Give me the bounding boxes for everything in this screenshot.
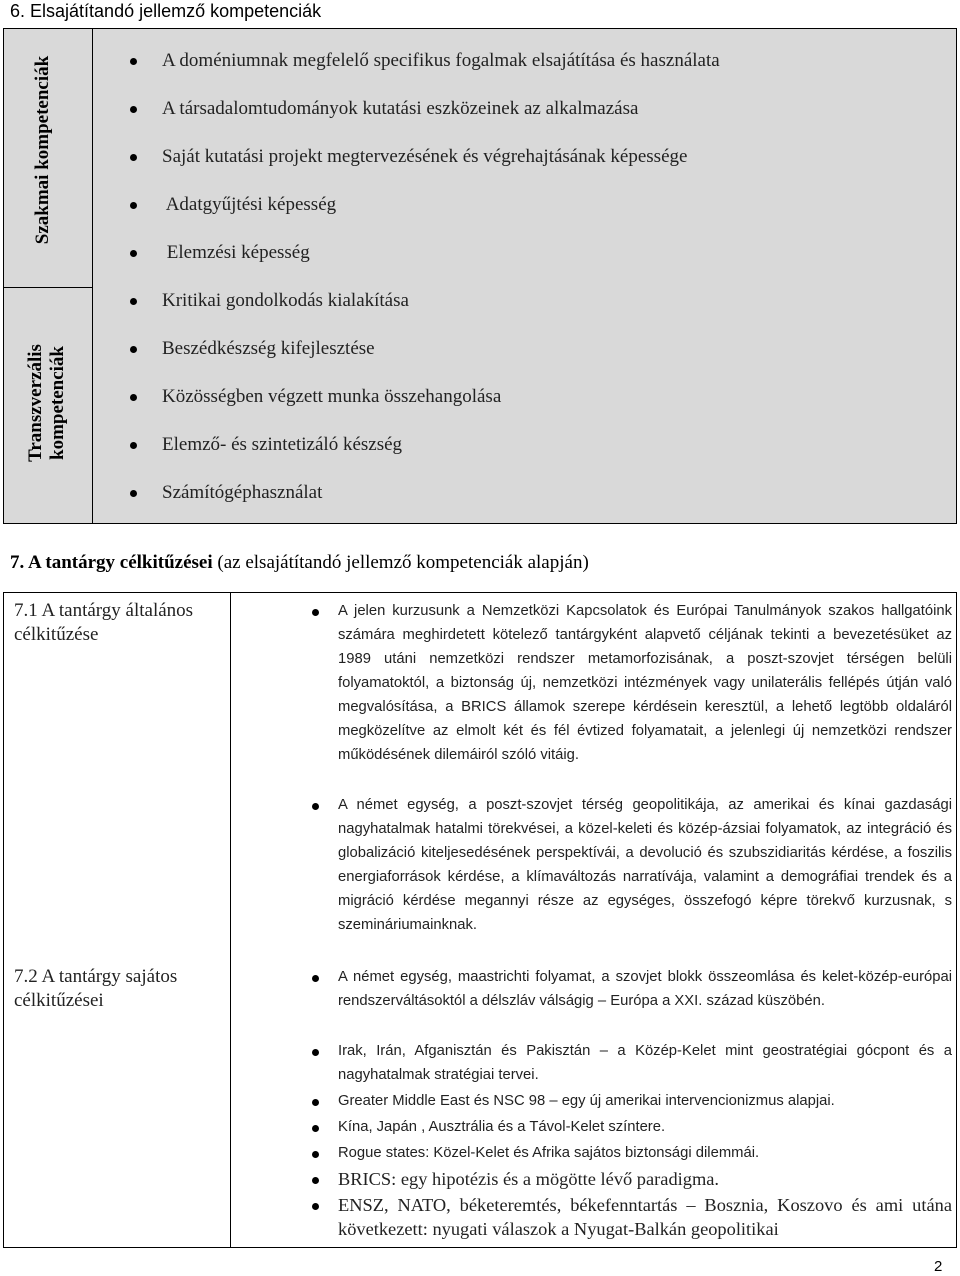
- general-objective-label: 7.1 A tantárgy általános célkitűzése: [14, 600, 194, 645]
- bullet-icon: [130, 346, 137, 353]
- bullet-icon: [130, 442, 137, 449]
- competency-item: Elemző- és szintetizáló készség: [124, 433, 720, 481]
- specific-objective-item: Rogue states: Közel-Kelet és Afrika sajátos biztonsági dilemmái.: [338, 1145, 760, 1161]
- section-6-title: 6. Elsajátítandó jellemző kompetenciák: [10, 1, 322, 21]
- competency-item: Kritikai gondolkodás kialakítása: [124, 289, 720, 337]
- competency-item: Számítógéphasználat: [124, 481, 720, 529]
- row-divider: [4, 287, 92, 288]
- bullet-icon: [130, 394, 137, 401]
- competency-item: A doméniumnak megfelelő specifikus fogalmak elsajátítása és használata: [124, 49, 720, 97]
- professional-competencies-label: Szakmai kompetenciák: [32, 55, 53, 245]
- bullet-icon: [312, 1203, 319, 1210]
- bullet-icon: [130, 106, 137, 113]
- bullet-icon: [312, 1151, 319, 1158]
- specific-objective-item: A német egység, maastrichti folyamat, a szovjet blokk összeomlása és kelet-közép-európai rendszerváltásoktól a délszláv válságig – Európa a XXI. század küszöbén.: [338, 969, 952, 1009]
- bullet-icon: [130, 58, 137, 65]
- competency-list: [124, 49, 720, 529]
- bullet-icon: [130, 250, 137, 257]
- column-divider: [230, 593, 231, 1247]
- objectives-table: [3, 592, 957, 1248]
- bullet-icon: [312, 1125, 319, 1132]
- general-objective-paragraph: A német egység, a poszt-szovjet térség geopolitikája, az amerikai és kínai gazdasági nagyhatalmak hatalmi törekvései, a közel-keleti és közép-ázsiai folyamatok, az integráció és globalizáció kiteljesedésének perspektívái, a devolució és szubszidiaritás kérdése, a foszilis energiaforrások kérdése, a klímaváltozás narratívája, valamint a demográfiai trendek és a migráció kérdése megannyi része az egységes, összefogó képre törekvő kurzusnak, s szemináriumainknak.: [338, 797, 952, 933]
- competency-item: Elemzési képesség: [124, 241, 720, 289]
- specific-objective-item: Greater Middle East és NSC 98 – egy új amerikai intervencionizmus alapjai.: [338, 1093, 835, 1109]
- bullet-icon: [130, 490, 137, 497]
- bullet-icon: [130, 202, 137, 209]
- page-number: 2: [934, 1258, 943, 1275]
- general-objective-paragraph: A jelen kurzusunk a Nemzetközi Kapcsolatok és Európai Tanulmányok szakos hallgatóink számára meghirdetett kötelező tantárgyként alapvető céljának tekinti a bevezetésüket az 1989 utáni nemzetközi rendszer metamorfozisának, a poszt-szovjet térségen belüli folyamatoktól, a biztonság új, nemzetközi intézmények vagy unilaterális fellépés útján való megvalósítása, a BRICS államok szerepe kérdésein keresztül, a lehető legtöbb oldaláról megközelítve az elmolt két és fél évtized folyamatait, a jelenlegi új nemzetközi rendszer működésének dilemáiról szóló vitáig.: [338, 603, 952, 763]
- competency-item: Saját kutatási projekt megtervezésének és végrehajtásának képessége: [124, 145, 720, 193]
- column-divider: [92, 29, 93, 523]
- bullet-icon: [312, 975, 319, 982]
- competency-item: Adatgyűjtési képesség: [124, 193, 720, 241]
- specific-objective-item: Irak, Irán, Afganisztán és Pakisztán – a Közép-Kelet mint geostratégiai gócpont és a nagyhatalmak stratégiai tervei.: [338, 1043, 952, 1083]
- bullet-icon: [312, 1049, 319, 1056]
- section-7-title: 7. A tantárgy célkitűzései (az elsajátítandó jellemző kompetenciák alapján): [10, 552, 589, 573]
- bullet-icon: [312, 803, 319, 810]
- competencies-table: [3, 28, 957, 524]
- specific-objective-item: ENSZ, NATO, béketeremtés, békefenntartás – Bosznia, Koszovo és ami utána következett: nyugati válaszok a Nyugat-Balkán geopolitikai: [338, 1195, 952, 1239]
- competency-item: A társadalomtudományok kutatási eszközeinek az alkalmazása: [124, 97, 720, 145]
- specific-objectives-label: 7.2 A tantárgy sajátos célkitűzései: [14, 966, 178, 1011]
- competency-item: Beszédkészség kifejlesztése: [124, 337, 720, 385]
- bullet-icon: [130, 298, 137, 305]
- specific-objective-item: Kína, Japán , Ausztrália és a Távol-Kelet színtere.: [338, 1119, 666, 1135]
- bullet-icon: [312, 1099, 319, 1106]
- competency-item: Közösségben végzett munka összehangolása: [124, 385, 720, 433]
- specific-objective-item: BRICS: egy hipotézis és a mögötte lévő paradigma.: [338, 1169, 720, 1189]
- bullet-icon: [312, 1177, 319, 1184]
- bullet-icon: [130, 154, 137, 161]
- transversal-competencies-label: Transzverzális kompetenciák: [25, 344, 68, 462]
- bullet-icon: [312, 609, 319, 616]
